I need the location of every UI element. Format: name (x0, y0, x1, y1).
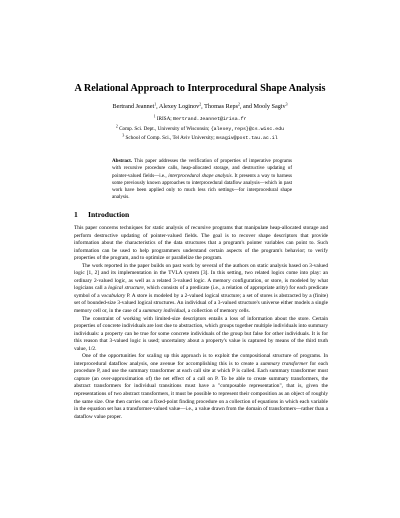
author-name: Thomas Reps (204, 103, 239, 110)
affiliation-label: School of Comp. Sci., Tel Aviv University; (125, 135, 215, 142)
author-mark: 3 (285, 102, 288, 107)
author-mark: 2 (238, 102, 240, 107)
paragraph-text: One of the opportunities for scaling up this approach is to exploit the compositional structure of programs. In interprocedural dataflow analysis, one avenue for accomplishing this is to create a (74, 353, 328, 367)
body-paragraph (74, 316, 328, 354)
affiliation-label: IRISA; (156, 116, 172, 122)
author-name: Bertrand Jeannet (112, 103, 155, 110)
abstract (112, 158, 292, 202)
affiliation-email: {alexey,reps}@cs.wisc.edu (210, 126, 285, 132)
affiliation-label: Comp. Sci. Dept., University of Wisconsin; (119, 125, 210, 132)
emphasis-text: vocabulary (101, 292, 126, 299)
affiliation-row (0, 115, 400, 125)
paragraph-text: , a collection of memory cells. (185, 308, 250, 315)
body-paragraph (74, 353, 328, 421)
emphasis-text: summary transformer (260, 360, 308, 367)
abstract-label: Abstract. (112, 158, 133, 164)
section-title: Introduction (88, 210, 130, 219)
section-number: 1 (74, 210, 78, 219)
paragraph-text: The constraint of working with limited-size descriptors entails a loss of information about the store. Certain properties of concrete individuals are lost due to abstraction, which groups together multiple individuals into summary individuals: a property can be true for some concrete individuals of the group but false for other individuals. It is for this reason that 3-valued logic is used; uncertainty about a property's value is captured by means of the third truth value, 1/2. (74, 315, 328, 352)
abstract-emphasis: interprocedural shape analysis (168, 172, 232, 179)
abstract-text: . It presents a way to harness some previously known approaches to interprocedural dataflow analysis—which in past work have been applied only to much less rich settings—for interprocedural shape analysis. (112, 172, 293, 201)
section-heading (74, 210, 129, 219)
author-name: and Mooly Sagiv (243, 103, 286, 110)
paragraph-text: The work reported in the paper builds on past work by several of the authors on static analysis based on 3-valued logic [1, 2] and its implementation in the TVLA system [3]. In this setting, two related logics come into play: an ordinary 2-valued logic, as well as a related 3-valued logic. A memory configuration, or store, is modeled by what logicians call a (74, 262, 328, 292)
body-paragraph (74, 225, 328, 263)
abstract-text: This paper addresses the verification of properties of imperative programs with recursive procedure calls, heap-allocated storage, and destructive updating of pointer-valued fields—i.e., (112, 158, 293, 179)
emphasis-text: summary individual (142, 308, 186, 315)
affiliation-email: Bertrand.Jeannet@irisa.fr (173, 117, 247, 122)
author-mark: 2 (199, 102, 202, 107)
body-paragraph (74, 263, 328, 316)
author-line: Bertrand Jeannet$^1$, Alexey Loginov$^2$, Thomas Reps$^2$, and Mooly Sagiv$^3$ (112, 102, 288, 110)
affiliation-mark: 1 (153, 114, 156, 119)
paper-title: A Relational Approach to Interprocedural Shape Analysis (74, 83, 326, 94)
author-mark: 1 (154, 102, 157, 107)
author-name: Alexey Loginov (158, 103, 200, 110)
paragraph-text: P. A store is modeled by a 2-valued logical structure; a set of stores is abstracted by a (finite) set of bounded-size 3-valued logical structures. An individual of a 3-valued structure's universe either models a single memory cell or, in the case of a (74, 292, 328, 315)
affiliation-mark: 2 (115, 124, 118, 129)
affiliation-row (0, 134, 400, 144)
paragraph-text: for each procedure P, and use the summary transformer at each call site at which P is called. Each summary transformer must capture (an over-approximation of) the net effect of a call on P. To be able to create summary transformers, the abstract transformers for individual transitions must have a "composable representation", that is, given the representations of two abstract transformers, it must be possible to represent their composition as an object of roughly the same size. One then carries out a fixed-point finding procedure on a collection of equations in which each variable in the equation set has a transformer-valued value—i.e., a value drawn from the domain of transformers—rather than a dataflow value proper. (74, 360, 328, 420)
affiliation-email: msagiv@post.tau.ac.il (216, 136, 278, 142)
body-text (74, 225, 328, 421)
paragraph-text: This paper concerns techniques for static analysis of recursive programs that manipulate heap-allocated storage and perform destructive updating of pointer-valued fields. The goal is to recover shape descriptors that provide information about the characteristics of the data structures that a program's pointer variables can point to. Such information can be used to help programmers understand certain aspects of the program's behavior; to verify properties of the program, and to optimize or parallelize the program. (74, 225, 328, 262)
affiliation-mark: 3 (122, 133, 125, 138)
emphasis-text: logical structure (108, 285, 144, 292)
paragraph-text: , which consists of a predicate (i.e., a relation of appropriate arity) for each predicate symbol of a (74, 285, 328, 299)
affiliations (0, 115, 400, 144)
affiliation-row (0, 125, 400, 135)
